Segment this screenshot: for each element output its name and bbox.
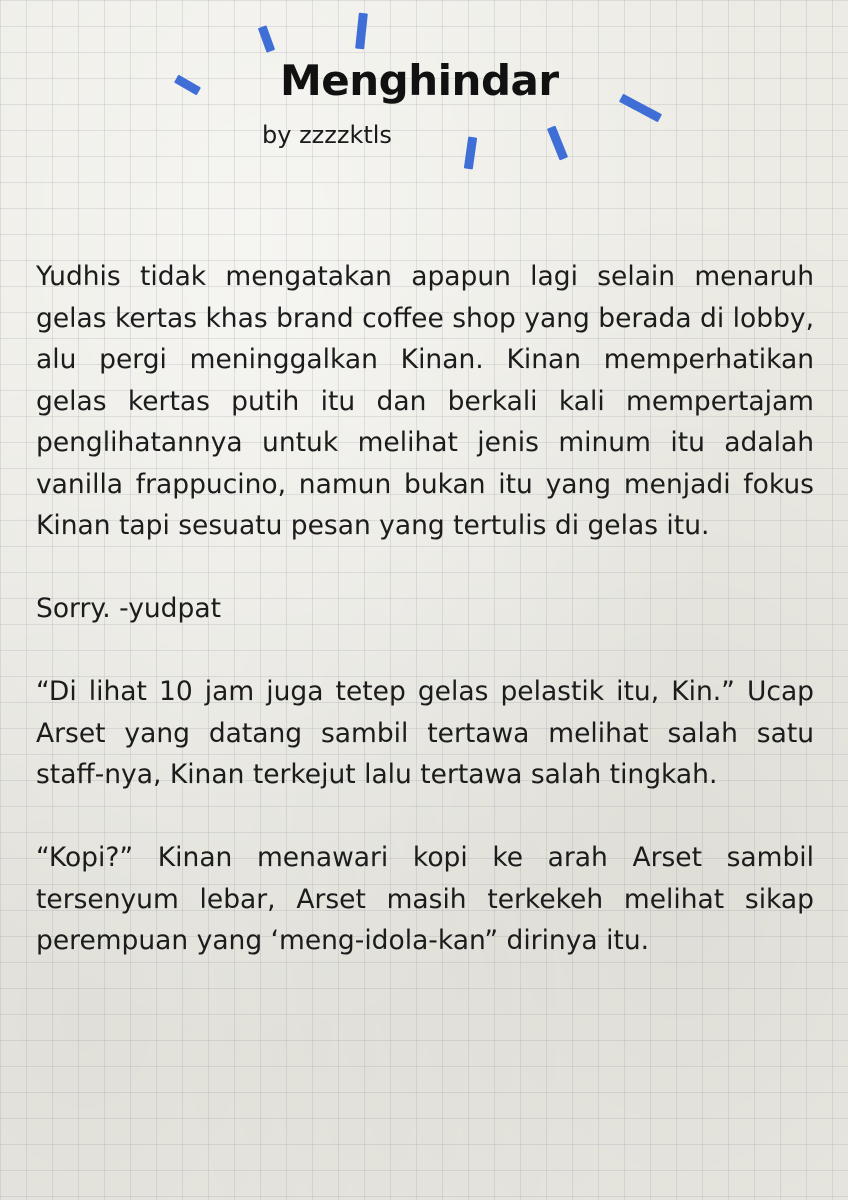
story-body: [36, 256, 814, 962]
paragraph-spacer: [36, 796, 814, 838]
paragraph-2: Sorry. -yudpat: [36, 593, 221, 624]
paragraph-4: “Kopi?” Kinan menawari kopi ke arah Arset sambil tersenyum lebar, Arset masih terkekeh melihat sikap perempuan yang ‘meng-idola-kan” dirinya itu.: [36, 842, 814, 956]
sparkle-dash-2: [355, 13, 368, 50]
paragraph-1: Yudhis tidak mengatakan apapun lagi selain menaruh gelas kertas khas brand coffee shop yang berada di lobby, alu pergi meninggalkan Kinan. Kinan memperhatikan gelas kertas putih itu dan berkali kali mempertajam penglihatannya untuk melihat jenis minum itu adalah vanilla frappucino, namun bukan itu yang menjadi fokus Kinan tapi sesuatu pesan yang tertulis di gelas itu.: [36, 261, 814, 541]
sparkle-dash-1: [258, 25, 275, 53]
paragraph-spacer: [36, 547, 814, 589]
paragraph-spacer: [36, 630, 814, 672]
author-byline: by zzzzktls: [262, 121, 392, 149]
paragraph-3: “Di lihat 10 jam juga tetep gelas pelastik itu, Kin.” Ucap Arset yang datang sambil tertawa melihat salah satu staff-nya, Kinan terkejut lalu tertawa salah tingkah.: [36, 676, 814, 790]
sparkle-dash-5: [547, 126, 568, 161]
sparkle-dash-4: [619, 94, 662, 123]
sparkle-dash-3: [174, 75, 201, 96]
story-title: Menghindar: [280, 56, 559, 105]
sparkle-dash-6: [464, 137, 477, 170]
